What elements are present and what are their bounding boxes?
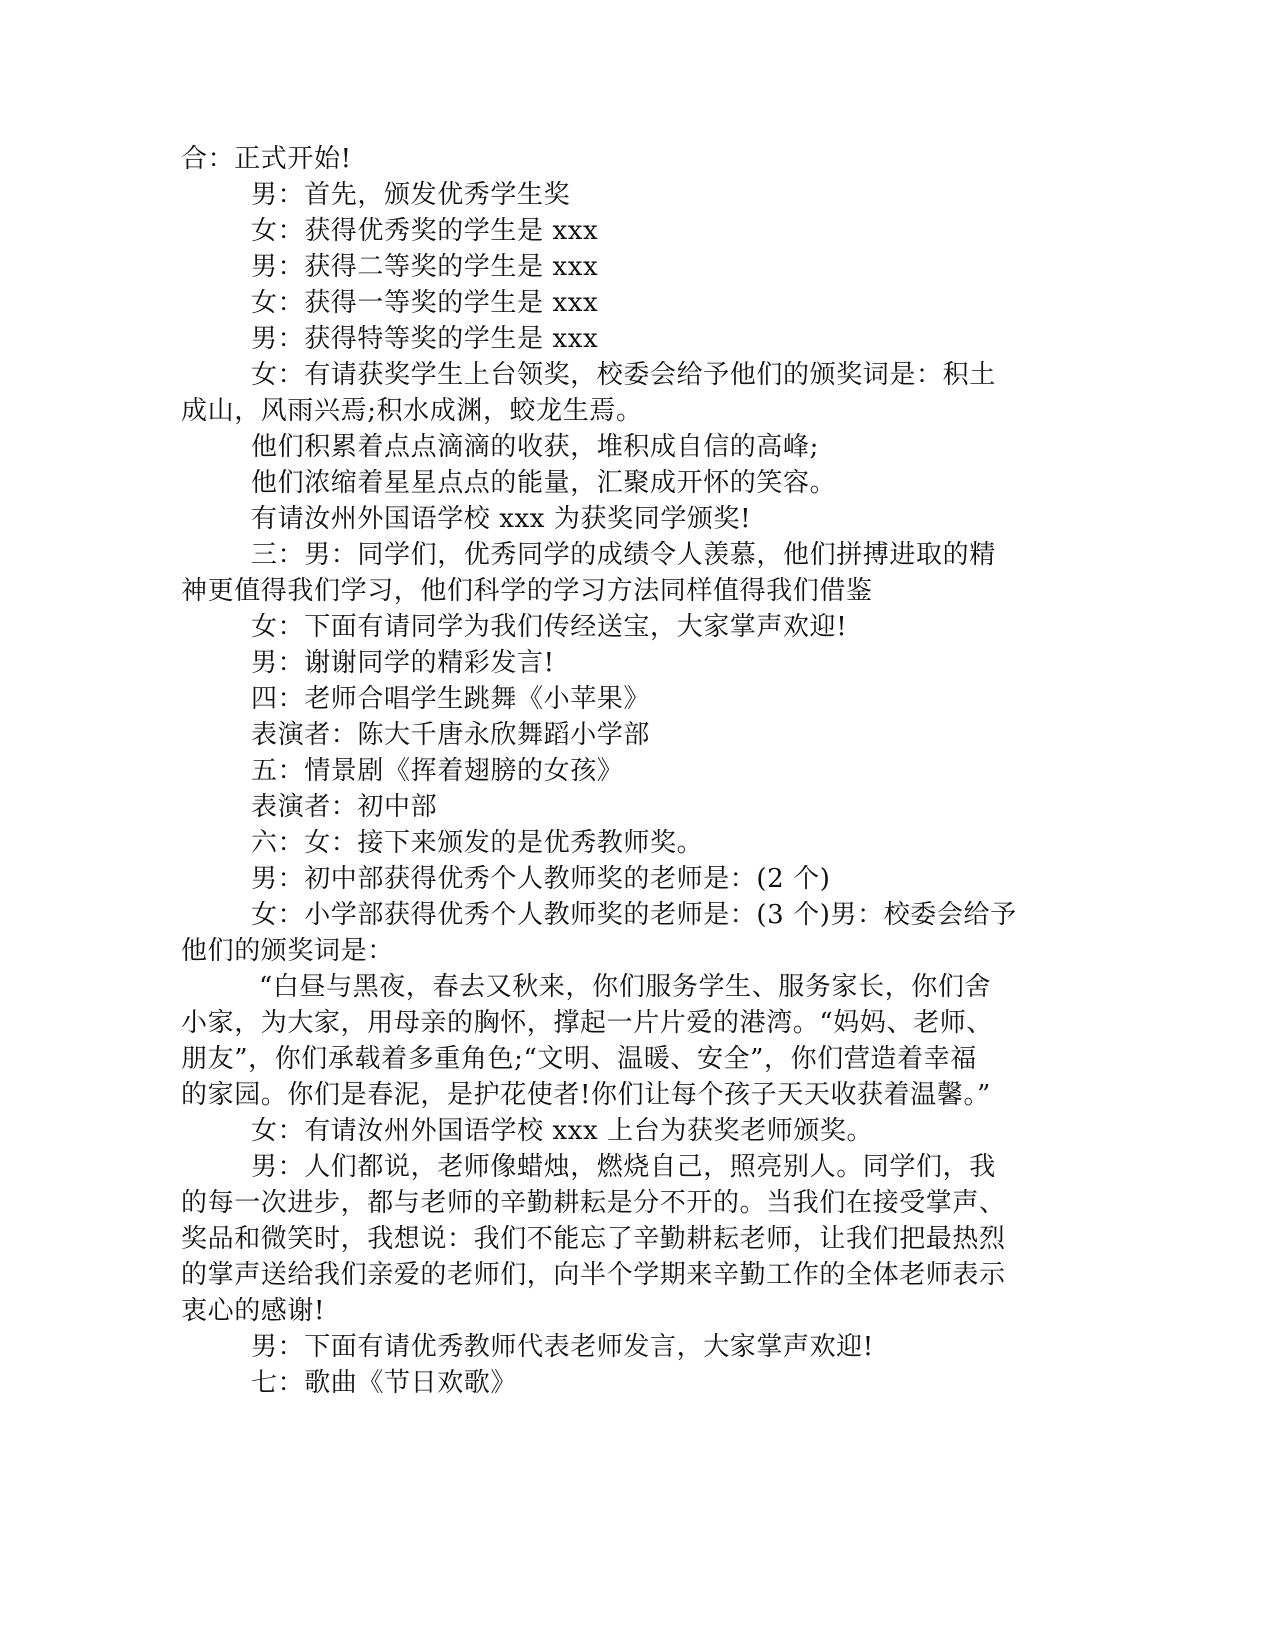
text-line: 女：下面有请同学为我们传经送宝，大家掌声欢迎!: [251, 612, 848, 642]
text-line: 女：有请汝州外国语学校 xxx 上台为获奖老师颁奖。: [251, 1116, 874, 1146]
text-line: 他们积累着点点滴滴的收获，堆积成自信的高峰;: [251, 432, 819, 462]
text-line: 男：获得特等奖的学生是 xxx: [251, 324, 599, 354]
text-line: 男：下面有请优秀教师代表老师发言，大家掌声欢迎!: [251, 1332, 874, 1362]
text-line: 神更值得我们学习，他们科学的学习方法同样值得我们借鉴: [181, 576, 873, 606]
text-line: 他们的颁奖词是：: [181, 936, 394, 966]
text-line: 衷心的感谢!: [181, 1296, 326, 1326]
text-line: 朋友”，你们承载着多重角色;“文明、温暖、安全”，你们营造着幸福: [181, 1044, 977, 1074]
text-line: 表演者：初中部: [251, 792, 438, 822]
text-line: 四：老师合唱学生跳舞《小苹果》: [251, 684, 651, 714]
text-line: 七：歌曲《节日欢歌》: [251, 1368, 518, 1398]
text-line: 三：男：同学们，优秀同学的成绩令人羡慕，他们拼搏进取的精: [251, 540, 996, 570]
text-line: “白昼与黑夜，春去又秋来，你们服务学生、服务家长，你们舍: [259, 972, 992, 1002]
text-line: 男：谢谢同学的精彩发言!: [251, 648, 555, 678]
text-line: 六：女：接下来颁发的是优秀教师奖。: [251, 828, 704, 858]
text-line: 他们浓缩着星星点点的能量，汇聚成开怀的笑容。: [251, 468, 837, 498]
text-line: 的家园。你们是春泥，是护花使者!你们让每个孩子天天收获着温馨。”: [181, 1080, 991, 1110]
text-line: 男：首先，颁发优秀学生奖: [251, 180, 571, 210]
text-line: 表演者：陈大千唐永欣舞蹈小学部: [251, 720, 651, 750]
text-line: 男：人们都说，老师像蜡烛，燃烧自己，照亮别人。同学们，我: [251, 1152, 996, 1182]
text-line: 小家，为大家，用母亲的胸怀，撑起一片片爱的港湾。“妈妈、老师、: [181, 1008, 993, 1038]
text-line: 女：获得优秀奖的学生是 xxx: [251, 216, 599, 246]
document-page: [181, 141, 1039, 1401]
text-line: 男：初中部获得优秀个人教师奖的老师是：(2 个): [251, 864, 831, 894]
text-line: 女：有请获奖学生上台领奖，校委会给予他们的颁奖词是：积土: [251, 360, 996, 390]
text-line: 奖品和微笑时，我想说：我们不能忘了辛勤耕耘老师，让我们把最热烈: [181, 1224, 1006, 1254]
text-line: 男：获得二等奖的学生是 xxx: [251, 252, 599, 282]
text-line: 成山，风雨兴焉;积水成渊，蛟龙生焉。: [181, 396, 643, 426]
text-line: 有请汝州外国语学校 xxx 为获奖同学颁奖!: [251, 504, 752, 534]
text-line: 的掌声送给我们亲爱的老师们，向半个学期来辛勤工作的全体老师表示: [181, 1260, 1006, 1290]
text-line: 女：小学部获得优秀个人教师奖的老师是：(3 个)男：校委会给予: [251, 900, 1017, 930]
text-line: 合：正式开始!: [181, 144, 352, 174]
text-line: 五：情景剧《挥着翅膀的女孩》: [251, 756, 624, 786]
text-line: 女：获得一等奖的学生是 xxx: [251, 288, 599, 318]
text-line: 的每一次进步，都与老师的辛勤耕耘是分不开的。当我们在接受掌声、: [181, 1188, 1006, 1218]
